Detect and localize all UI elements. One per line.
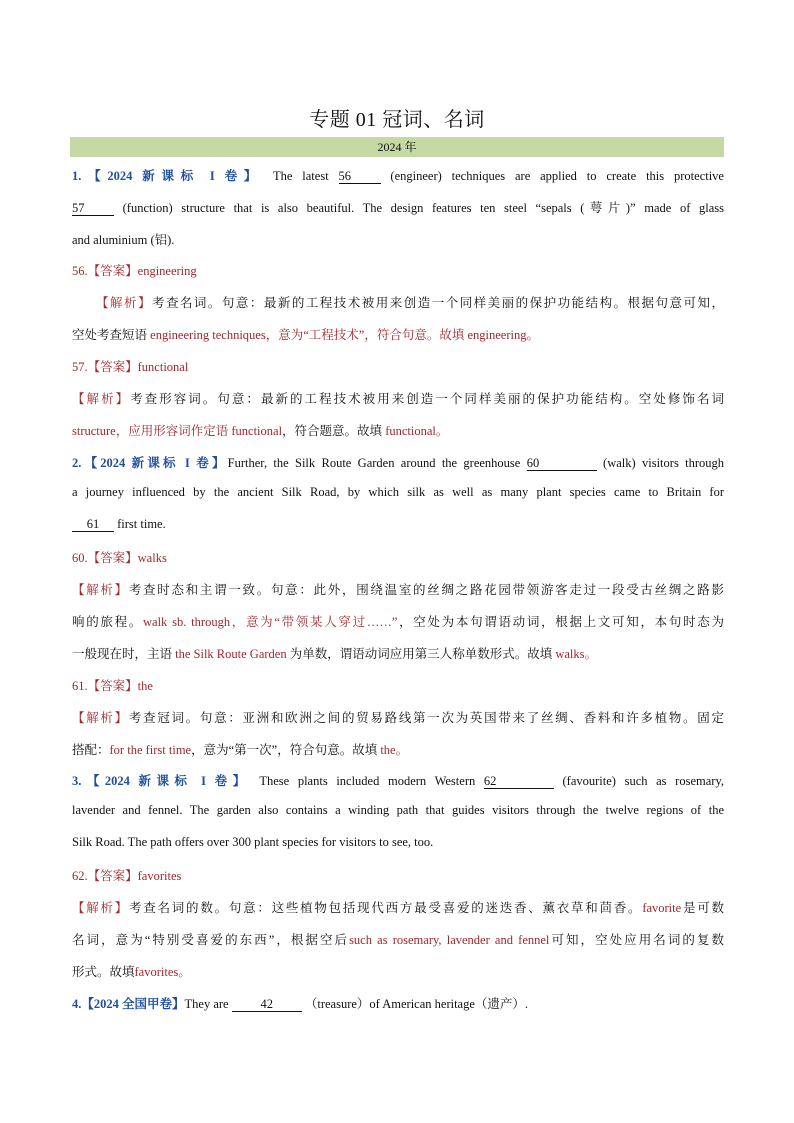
explanation-text: ，符合题意。故填 [282, 424, 383, 438]
question-source: 【2024 全国甲卷】 [81, 997, 185, 1011]
question-text: (engineer) techniques are applied to create this protective [390, 169, 724, 183]
explanation-56-line-1 [96, 293, 724, 311]
explanation-text: such as rosemary, lavender and fennel [349, 933, 550, 947]
answer-56 [72, 261, 724, 279]
question-source: 【2024 新课标 I 卷】 [81, 169, 264, 183]
answer-blank-56: 56 [339, 169, 381, 184]
explanation-text: 考查名词的数。句意：这些植物包括现代西方最受喜爱的迷迭香、薰衣草和茴香。 [129, 901, 643, 915]
explanation-text: favorites。 [134, 965, 191, 979]
question-text: They are [184, 997, 229, 1011]
explanation-text: functional。 [385, 424, 449, 438]
explanation-60-line-1 [72, 580, 724, 598]
explanation-text: favorite [642, 901, 682, 915]
explanation-text: 是可数 [681, 901, 724, 915]
explanation-56-line-2 [72, 325, 724, 343]
question-2-line-3 [72, 517, 724, 532]
explanation-text: 为单数，谓语动词应用第三人称单数形式。故填 [289, 647, 553, 661]
explanation-62-line-2 [72, 930, 724, 948]
question-number: 3. [72, 774, 82, 788]
answer-blank-61: 61 [72, 517, 114, 532]
explanation-text: engineering。 [467, 328, 539, 342]
explanation-text: walk sb. through，意为“带领某人穿过……” [143, 615, 398, 629]
explanation-text: engineering techniques，意为“工程技术”，符合句意。故填 [150, 328, 465, 342]
answer-60 [72, 548, 724, 566]
answer-label: 61.【答案】 [72, 679, 138, 693]
question-3-line-2: lavender and fennel. The garden also contains a winding path that guides visitors through the twelve regions of the [72, 803, 724, 817]
explanation-text: ，意为“第一次”，符合句意。故填 [191, 743, 378, 757]
question-number: 4. [72, 997, 82, 1011]
explanation-61-line-2 [72, 740, 724, 758]
explanation-text: 考查形容词。句意：最新的工程技术被用来创造一个同样美丽的保护功能结构。空处修饰名词 [130, 392, 724, 406]
explanation-text: 一般现在时，主语 [72, 647, 173, 661]
explanation-text: 搭配： [72, 743, 110, 757]
answer-label: 57.【答案】 [72, 360, 138, 374]
answer-label: 56.【答案】 [72, 264, 138, 278]
answer-61 [72, 676, 724, 694]
answer-57 [72, 357, 724, 375]
explanation-label: 【解析】 [96, 296, 152, 310]
explanation-text: 考查名词。句意：最新的工程技术被用来创造一个同样美丽的保护功能结构。根据句意可知， [151, 296, 724, 310]
question-number: 1. [72, 169, 82, 183]
explanation-57-line-1 [72, 389, 724, 407]
answer-value: the [137, 679, 153, 693]
question-number: 2. [72, 456, 82, 470]
explanation-text: the。 [380, 743, 409, 757]
question-text: The latest [272, 169, 329, 183]
answer-blank-57: 57 [72, 201, 114, 216]
explanation-label: 【解析】 [72, 392, 131, 406]
explanation-62-line-1 [72, 898, 724, 916]
question-1-line-1 [72, 166, 724, 184]
explanation-62-line-3 [72, 962, 724, 980]
explanation-61-line-1 [72, 708, 724, 726]
explanation-text: 形式。故填 [72, 965, 135, 979]
explanation-label: 【解析】 [72, 711, 129, 725]
explanation-text: walks。 [555, 647, 598, 661]
question-3-line-3: Silk Road. The path offers over 300 plant species for visitors to see, too. [72, 835, 434, 849]
answer-blank-42: 42 [232, 997, 302, 1012]
answer-value: walks [137, 551, 167, 565]
question-text: (function) structure that is also beautiful. The design features ten steel “sepals (萼片)” made of glass [122, 201, 724, 215]
explanation-text: 空处考查短语 [72, 328, 148, 342]
explanation-text: 响的旅程。 [72, 615, 143, 629]
question-2-line-2: a journey influenced by the ancient Silk Road, by which silk as well as many plant species came to Britain for [72, 485, 724, 499]
question-text: (favourite) such as rosemary, [562, 774, 725, 788]
question-3-line-1 [72, 771, 724, 789]
question-4-line-1 [72, 994, 724, 1012]
answer-blank-60: 60 [527, 456, 597, 471]
explanation-text: 名词，意为“特别受喜爱的东西”，根据空后 [72, 933, 350, 947]
question-1-line-3: and aluminium (铝). [72, 233, 175, 247]
question-text: Further, the Silk Route Garden around the greenhouse [227, 456, 521, 470]
explanation-text: for the first time [109, 743, 192, 757]
page-title: 专题 01 冠词、名词 [309, 109, 485, 131]
answer-value: engineering [137, 264, 197, 278]
answer-blank-62: 62 [484, 774, 554, 789]
answer-value: functional [137, 360, 189, 374]
explanation-text: structure，应用形容词作定语 [72, 424, 229, 438]
year-section-bar: 2024 年 [70, 137, 724, 157]
question-text: These plants included modern Western [259, 774, 476, 788]
explanation-60-line-2 [72, 612, 724, 630]
explanation-label: 【解析】 [72, 901, 130, 915]
answer-label: 60.【答案】 [72, 551, 138, 565]
explanation-60-line-3 [72, 644, 724, 662]
answer-value: favorites [137, 869, 182, 883]
answer-label: 62.【答案】 [72, 869, 138, 883]
question-source: 【2024 新课标 I 卷】 [81, 456, 228, 470]
question-source: 【2024 新课标 I 卷】 [81, 774, 251, 788]
question-2-line-1 [72, 453, 724, 471]
explanation-text: 考查时态和主谓一致。句意：此外，围绕温室的丝绸之路花园带领游客走过一段受古丝绸之路影 [128, 583, 724, 597]
explanation-text: 考查冠词。句意：亚洲和欧洲之间的贸易路线第一次为英国带来了丝绸、香料和许多植物。固定 [128, 711, 724, 725]
question-text: （treasure）of American heritage（遗产）. [304, 997, 529, 1011]
answer-62 [72, 866, 724, 884]
explanation-text: the Silk Route Garden [175, 647, 287, 661]
explanation-text: functional [231, 424, 283, 438]
explanation-text: ，空处为本句谓语动词，根据上文可知，本句时态为 [397, 615, 724, 629]
question-text: (walk) visitors through [603, 456, 725, 470]
explanation-label: 【解析】 [72, 583, 129, 597]
explanation-text: 可知，空处应用名词的复数 [549, 933, 724, 947]
question-1-line-2 [72, 198, 724, 216]
explanation-57-line-2 [72, 421, 724, 439]
question-text: first time. [117, 517, 166, 531]
